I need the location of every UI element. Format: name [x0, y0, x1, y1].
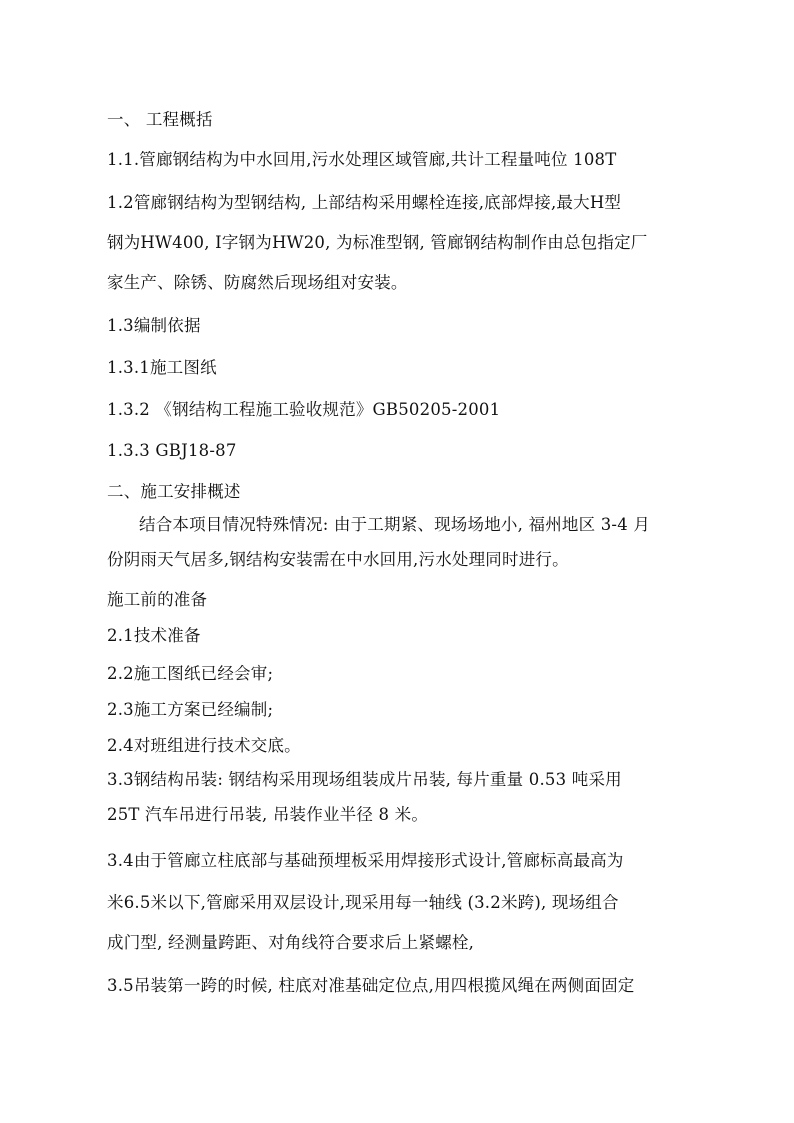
item-2-3: 2.3施工方案已经编制; — [107, 700, 274, 719]
item-2-1: 2.1技术准备 — [107, 626, 201, 645]
paragraph-1-1: 1.1.管廊钢结构为中水回用,污水处理区域管廊,共计工程量吨位 108T — [107, 150, 617, 169]
section-heading-2: 二、施工安排概述 — [107, 482, 241, 501]
item-2-4: 2.4对班组进行技术交底。 — [107, 736, 301, 755]
paragraph-3-5-line-1: 3.5吊装第一跨的时候, 柱底对准基础定位点,用四根揽风绳在两侧面固定 — [107, 976, 635, 995]
paragraph-1-2-line-2: 钢为HW400, I字钢为HW20, 为标准型钢, 管廊钢结构制作由总包指定厂 — [107, 233, 648, 252]
paragraph-3-4-line-1: 3.4由于管廊立柱底部与基础预埋板采用焊接形式设计,管廊标高最高为 — [107, 851, 624, 870]
heading-preparation: 施工前的准备 — [107, 590, 208, 609]
section-heading-1: 一、 工程概括 — [107, 110, 213, 129]
paragraph-3-4-line-2: 米6.5米以下,管廊采用双层设计,现采用每一轴线 (3.2米跨), 现场组合 — [107, 893, 619, 912]
paragraph-3-4-line-3: 成门型, 经测量跨距、对角线符合要求后上紧螺栓, — [107, 933, 475, 952]
heading-1-3: 1.3编制依据 — [107, 316, 201, 335]
paragraph-2-line-1: 结合本项目情况特殊情况: 由于工期紧、现场场地小, 福州地区 3-4 月 — [139, 515, 651, 534]
item-1-3-3: 1.3.3 GBJ18-87 — [107, 441, 237, 460]
paragraph-1-2-line-1: 1.2管廊钢结构为型钢结构, 上部结构采用螺栓连接,底部焊接,最大H型 — [107, 193, 622, 212]
item-1-3-2: 1.3.2 《钢结构工程施工验收规范》GB50205-2001 — [107, 400, 501, 419]
paragraph-2-line-2: 份阴雨天气居多,钢结构安装需在中水回用,污水处理同时进行。 — [107, 550, 569, 569]
paragraph-3-3-line-1: 3.3钢结构吊装: 钢结构采用现场组装成片吊装, 每片重量 0.53 吨采用 — [107, 770, 622, 789]
paragraph-1-2-line-3: 家生产、除锈、防腐然后现场组对安装。 — [107, 273, 408, 292]
item-1-3-1: 1.3.1施工图纸 — [107, 358, 217, 377]
item-2-2: 2.2施工图纸已经会审; — [107, 664, 274, 683]
paragraph-3-3-line-2: 25T 汽车吊进行吊装, 吊装作业半径 8 米。 — [107, 805, 429, 824]
